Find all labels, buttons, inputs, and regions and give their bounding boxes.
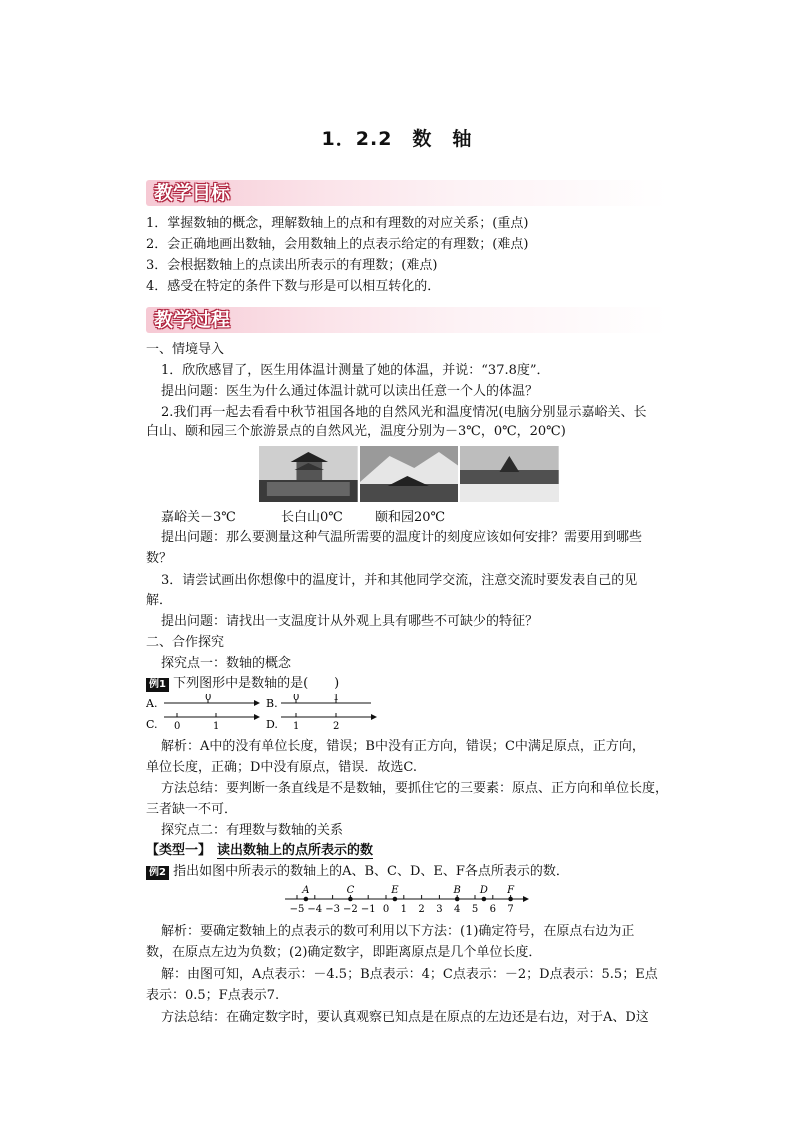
analysis-1: 单位长度，正确；D中没有原点，错误．故选C.	[146, 760, 418, 775]
number-line-tick-label: −1	[360, 904, 376, 915]
example-question: 指出如图中所表示的数轴上的A、B、C、D、E、F各点所表示的数．	[173, 864, 569, 879]
section-banner-goals	[146, 180, 668, 206]
option-d-tick-label: 1	[293, 721, 300, 732]
number-line-point-label: B	[453, 885, 461, 896]
number-line-tick-label: 7	[507, 904, 514, 915]
method-summary-2: 方法总结：在确定数字时，要认真观察已知点是在原点的左边还是右边，对于A、D这	[161, 1010, 649, 1025]
paragraph: 1．欣欣感冒了，医生用体温计测量了她的体温，并说：“37.8度”．	[161, 363, 550, 378]
paragraph: 3．请尝试画出你想像中的温度计，并和其他同学交流，注意交流时要发表自己的见	[161, 573, 638, 588]
number-line-tick-label: −2	[343, 904, 358, 915]
example-tag: 例2	[146, 866, 169, 880]
paragraph: 解．	[146, 593, 173, 608]
number-line-tick-label: 0	[382, 904, 390, 915]
number-line-point	[455, 897, 460, 902]
section-title: 教学目标	[154, 182, 231, 204]
goal-3: 3．会根据数轴上的点读出所表示的有理数；(难点)	[146, 258, 438, 273]
heading-intro: 一、情境导入	[146, 342, 225, 357]
page-title: 1．2.2 数 轴	[321, 128, 473, 150]
number-line-point	[482, 897, 487, 902]
option-d-tick-label: 2	[333, 721, 340, 732]
option-c-tick-label: 1	[213, 721, 220, 732]
number-line-point-label: A	[302, 885, 310, 896]
number-line-tick-label: 1	[400, 904, 407, 915]
number-line-tick-label: 4	[454, 904, 461, 915]
solution: 表示：0.5；F点表示7.	[146, 988, 280, 1003]
paragraph: 2.我们再一起去看看中秋节祖国各地的自然风光和温度情况(电脑分别显示嘉峪关、长	[161, 405, 647, 420]
photo-yiheyuan	[460, 446, 559, 502]
number-line-point	[304, 897, 309, 902]
explore-point-1: 探究点一：数轴的概念	[161, 656, 292, 671]
number-line-point-label: E	[391, 885, 399, 896]
example-tag: 例1	[146, 678, 169, 692]
example-1	[146, 674, 339, 694]
number-line-point-label: D	[479, 885, 488, 896]
goal-1: 1．掌握数轴的概念，理解数轴上的点和有理数的对应关系；(重点)	[146, 216, 529, 231]
type-heading	[146, 841, 373, 861]
number-line-tick-label: 2	[418, 904, 425, 915]
landscape-photos	[259, 446, 561, 502]
option-b-label: B.	[266, 697, 278, 710]
paragraph: 提出问题：医生为什么通过体温计就可以读出任意一个人的体温？	[161, 384, 539, 399]
option-d-arrow	[371, 714, 377, 720]
number-line-tick-label: 6	[489, 904, 496, 915]
number-line-point	[393, 897, 398, 902]
option-c-arrow	[254, 714, 260, 720]
paragraph: 提出问题：请找出一支温度计从外观上具有哪些不可缺少的特征？	[161, 614, 539, 629]
photo-changbaishan	[360, 446, 459, 502]
goal-2: 2．会正确地画出数轴，会用数轴上的点表示给定的有理数；(难点)	[146, 237, 529, 252]
number-line-point-label: F	[507, 885, 515, 896]
explore-point-2: 探究点二：有理数与数轴的关系	[161, 823, 344, 838]
number-line-tick-label: −4	[307, 904, 323, 915]
number-line-tick-label: −3	[325, 904, 340, 915]
option-a-arrow	[254, 700, 260, 706]
option-a-tick-label: 0	[205, 694, 212, 703]
number-line-point-label: C	[346, 885, 355, 896]
number-line-arrow	[523, 896, 529, 902]
example-1-options	[146, 694, 386, 734]
type-title: 读出数轴上的点所表示的数	[217, 843, 374, 858]
type-label: 【类型一】	[146, 843, 212, 858]
option-b-tick-label: 0	[293, 694, 300, 703]
heading-explore: 二、合作探究	[146, 635, 225, 650]
analysis-1: 解析：A中的没有单位长度，错误；B中没有正方向，错误；C中满足原点，正方向，	[161, 739, 645, 754]
paragraph: 白山、颐和园三个旅游景点的自然风光，温度分别为－3℃，0℃，20℃)	[146, 424, 566, 439]
option-c-tick-label: 0	[174, 721, 181, 732]
option-a-label: A.	[146, 697, 158, 710]
caption-changbaishan: 长白山0℃	[281, 510, 343, 525]
paragraph: 数？	[146, 551, 173, 566]
example-question: 下列图形中是数轴的是( )	[173, 676, 340, 691]
section-banner-process	[146, 307, 668, 333]
number-line-tick-label: 5	[471, 904, 479, 915]
option-b-tick-label: 1	[333, 694, 340, 703]
number-line-tick-label: 3	[436, 904, 443, 915]
option-c-label: C.	[146, 718, 158, 731]
option-d-label: D.	[266, 718, 278, 731]
number-line	[285, 885, 535, 915]
solution: 解：由图可知，A点表示：－4.5；B点表示：4；C点表示：－2；D点表示：5.5；E点	[161, 967, 658, 982]
section-title: 教学过程	[154, 309, 231, 331]
paragraph: 提出问题：那么要测量这种气温所需要的温度计的刻度应该如何安排？需要用到哪些	[161, 530, 643, 545]
analysis-2: 数，在原点左边为负数；(2)确定数字，即距离原点是几个单位长度．	[146, 945, 542, 960]
caption-yiheyuan: 颐和园20℃	[375, 510, 446, 525]
method-summary-1: 三者缺一不可．	[146, 802, 238, 817]
photo-jiayuguan	[259, 446, 358, 502]
goal-4: 4．感受在特定的条件下数与形是可以相互转化的．	[146, 279, 441, 294]
caption-jiayuguan: 嘉峪关－3℃	[161, 510, 236, 525]
number-line-tick-label: −5	[289, 904, 305, 915]
number-line-point	[348, 897, 353, 902]
example-2	[146, 862, 569, 882]
analysis-2: 解析：要确定数轴上的点表示的数可利用以下方法：(1)确定符号，在原点右边为正	[161, 924, 635, 939]
number-line-point	[508, 897, 513, 902]
method-summary-1: 方法总结：要判断一条直线是不是数轴，要抓住它的三要素：原点、正方向和单位长度，	[161, 781, 669, 796]
